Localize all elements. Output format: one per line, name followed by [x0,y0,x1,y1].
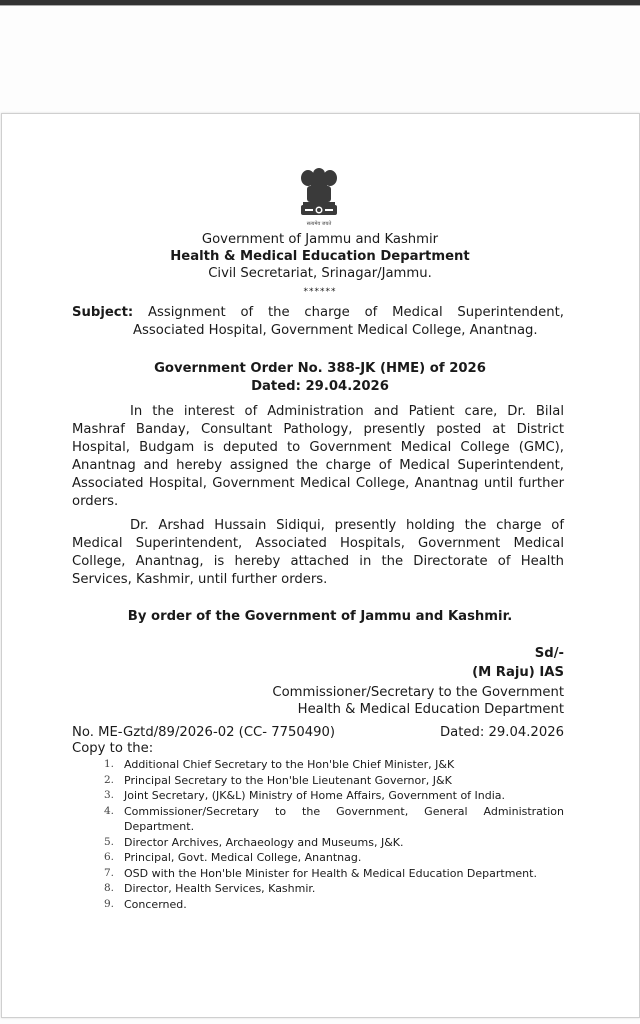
paragraph-1-text: In the interest of Administration and Patient care, Dr. Bilal Mashraf Banday, Consultant Pathology, presently posted at District Hospital, Budgam is deputed to Government Medical College (GMC), Anantnag and hereby assigned the charge of Medical Superintendent, Associated Hospital, Government Medical College, Anantnag until further orders. [72,404,564,509]
subject-word: Assignment [147,305,226,320]
item-number: 2. [104,773,115,786]
item-text: OSD with the Hon'ble Minister for Health & Medical Education Department. [124,866,537,880]
list-item [104,804,564,835]
list-item [104,866,564,882]
item-number: 8. [104,882,115,894]
item-text: Director, Health Services, Kashmir. [124,882,316,895]
item-number: 3. [104,789,115,801]
list-item [104,757,564,773]
national-emblem-icon [293,164,345,228]
subject-label: Subject: [72,305,134,320]
by-order-line: By order of the Government of Jammu and Kashmir. [127,609,513,624]
subject-word: charge [304,305,350,320]
item-number: 9. [104,897,115,910]
top-status-bar [0,0,640,6]
copy-to-list [104,757,564,912]
separator-stars: ****** [303,287,337,297]
item-number: 7. [104,866,115,879]
list-item [104,850,564,866]
item-text: Director Archives, Archaeology and Museums, J&K. [124,835,404,849]
list-item [104,897,564,913]
signature-sd: Sd/- [534,646,564,661]
list-item [104,881,564,897]
government-name: Government of Jammu and Kashmir [201,232,439,247]
order-number: Government Order No. 388-JK (HME) of 2026 [154,361,486,376]
copy-to-label: Copy to the: [72,741,154,756]
signatory-designation: Commissioner/Secretary to the Government [272,685,564,700]
subject-word: Medical [392,305,443,320]
list-item [104,788,564,804]
signatory-department: Health & Medical Education Department [297,702,564,717]
paragraph-2-text: Dr. Arshad Hussain Sidiqui, presently holding the charge of Medical Superintendent, Associated Hospitals, Government Medical College, Anantnag, is hereby attached in the Directorate of Health Services, Kashmir, until further orders. [72,518,564,587]
item-number: 1. [104,758,115,770]
order-date: Dated: 29.04.2026 [251,379,389,394]
item-number: 5. [104,835,115,848]
subject-line2: Associated Hospital, Government Medical College, Anantnag. [133,322,538,338]
item-text: Additional Chief Secretary to the Hon'ble Chief Minister, J&K [124,758,455,771]
subject-word: of [364,305,378,320]
item-text: Commissioner/Secretary to the Government, General Administration Department. [124,804,564,833]
reference-date: Dated: 29.04.2026 [439,725,564,740]
subject-block [72,304,564,339]
reference-number: No. ME-Gztd/89/2026-02 (CC- 7750490) [72,725,336,740]
body-paragraph-1 [72,403,564,511]
department-name: Health & Medical Education Department [170,249,470,264]
signatory-name: (M Raju) IAS [472,665,564,680]
item-text: Concerned. [124,897,187,911]
subject-word: Superintendent, [457,305,564,320]
reference-line [72,725,564,740]
item-text: Principal, Govt. Medical College, Anantnag. [124,851,362,864]
item-text: Principal Secretary to the Hon'ble Lieutenant Governor, J&K [124,773,452,787]
subject-word: the [267,305,290,320]
subject-word: of [240,305,254,320]
list-item [104,835,564,851]
emblem-motto: सत्यमेव जयते [306,221,332,227]
body-paragraph-2 [72,517,564,589]
office-address: Civil Secretariat, Srinagar/Jammu. [208,266,432,281]
item-number: 6. [104,851,115,863]
item-number: 4. [104,804,115,817]
item-text: Joint Secretary, (JK&L) Ministry of Home Affairs, Government of India. [124,789,506,802]
list-item [104,773,564,789]
